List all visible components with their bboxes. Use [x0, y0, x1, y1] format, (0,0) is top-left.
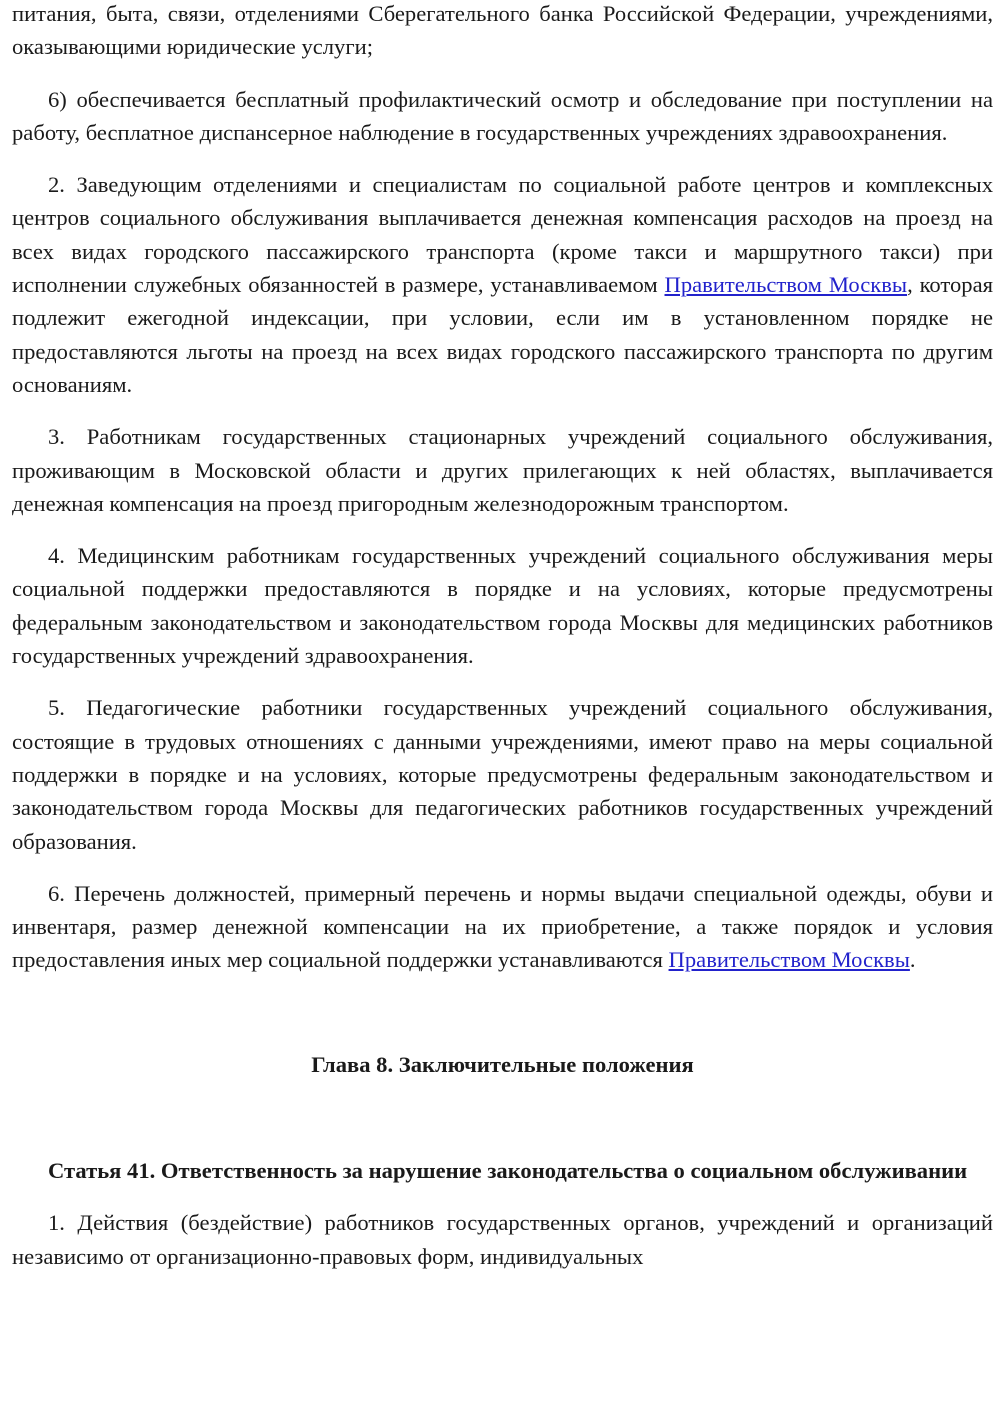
paragraph-item-3: 3. Работникам государственных стационарных учреждений социального обслуживания, проживающим в Московской области и других прилегающих к ней областях, выплачивается денежная компенсация на проезд пригородным железнодорожным транспортом. — [12, 424, 993, 516]
document-page — [12, 0, 993, 1273]
paragraph-item-5: 5. Педагогические работники государственных учреждений социального обслуживания, состоящие в трудовых отношениях с данными учреждениями, имеют право на меры социальной поддержки в порядке и на условиях, которые предусмотрены федеральным законодательством и законодательством города Москвы для педагогических работников государственных учреждений образования. — [12, 695, 993, 854]
paragraph-item-6: 6) обеспечивается бесплатный профилактический осмотр и обследование при поступлении на работу, бесплатное диспансерное наблюдение в государственных учреждениях здравоохранения. — [12, 86, 993, 145]
paragraph-item-6-list — [12, 877, 993, 977]
paragraph-item-2 — [12, 168, 993, 401]
paragraph-article-41-item-1: 1. Действия (бездействие) работников государственных органов, учреждений и организаций независимо от организационно-правовых форм, индивидуальных — [12, 1210, 993, 1269]
paragraph-text: 2. Заведующим отделениями и специалистам по социальной работе центров и комплексных центров социального обслуживания выплачивается денежная компенсация расходов на проезд на всех видах городского пассажирского транспорта (кроме такси и маршрутного такси) при исполнении служебных обязанностей в размере, устанавливаемом — [12, 172, 993, 298]
paragraph-text: , которая подлежит ежегодной индексации, при условии, если им в установленном порядке не предоставляются льготы на проезд на всех видах городского пассажирского транспорта по другим основаниям. — [12, 272, 993, 397]
chapter-heading: Глава 8. Заключительные положения — [311, 1051, 694, 1077]
moscow-government-link[interactable]: Правительством Москвы — [668, 947, 910, 973]
article-heading: Статья 41. Ответственность за нарушение законодательства о социальном обслуживании — [48, 1158, 968, 1184]
moscow-government-link[interactable]: Правительством Москвы — [664, 272, 908, 298]
paragraph-text: . — [909, 947, 916, 973]
paragraph-text: 6. Перечень должностей, примерный перечень и нормы выдачи специальной одежды, обуви и инвентаря, размер денежной компенсации на их приобретение, а также порядок и условия предоставления иных мер социальной поддержки устанавливаются — [12, 880, 993, 973]
paragraph-item-4: 4. Медицинским работникам государственных учреждений социального обслуживания меры социальной поддержки предоставляются в порядке и на условиях, которые предусмотрены федеральным законодательством и законодательством города Москвы для медицинских работников государственных учреждений здравоохранения. — [12, 543, 993, 669]
paragraph-continuation: питания, быта, связи, отделениями Сберегательного банка Российской Федерации, учреждениями, оказывающими юридические услуги; — [12, 1, 993, 60]
